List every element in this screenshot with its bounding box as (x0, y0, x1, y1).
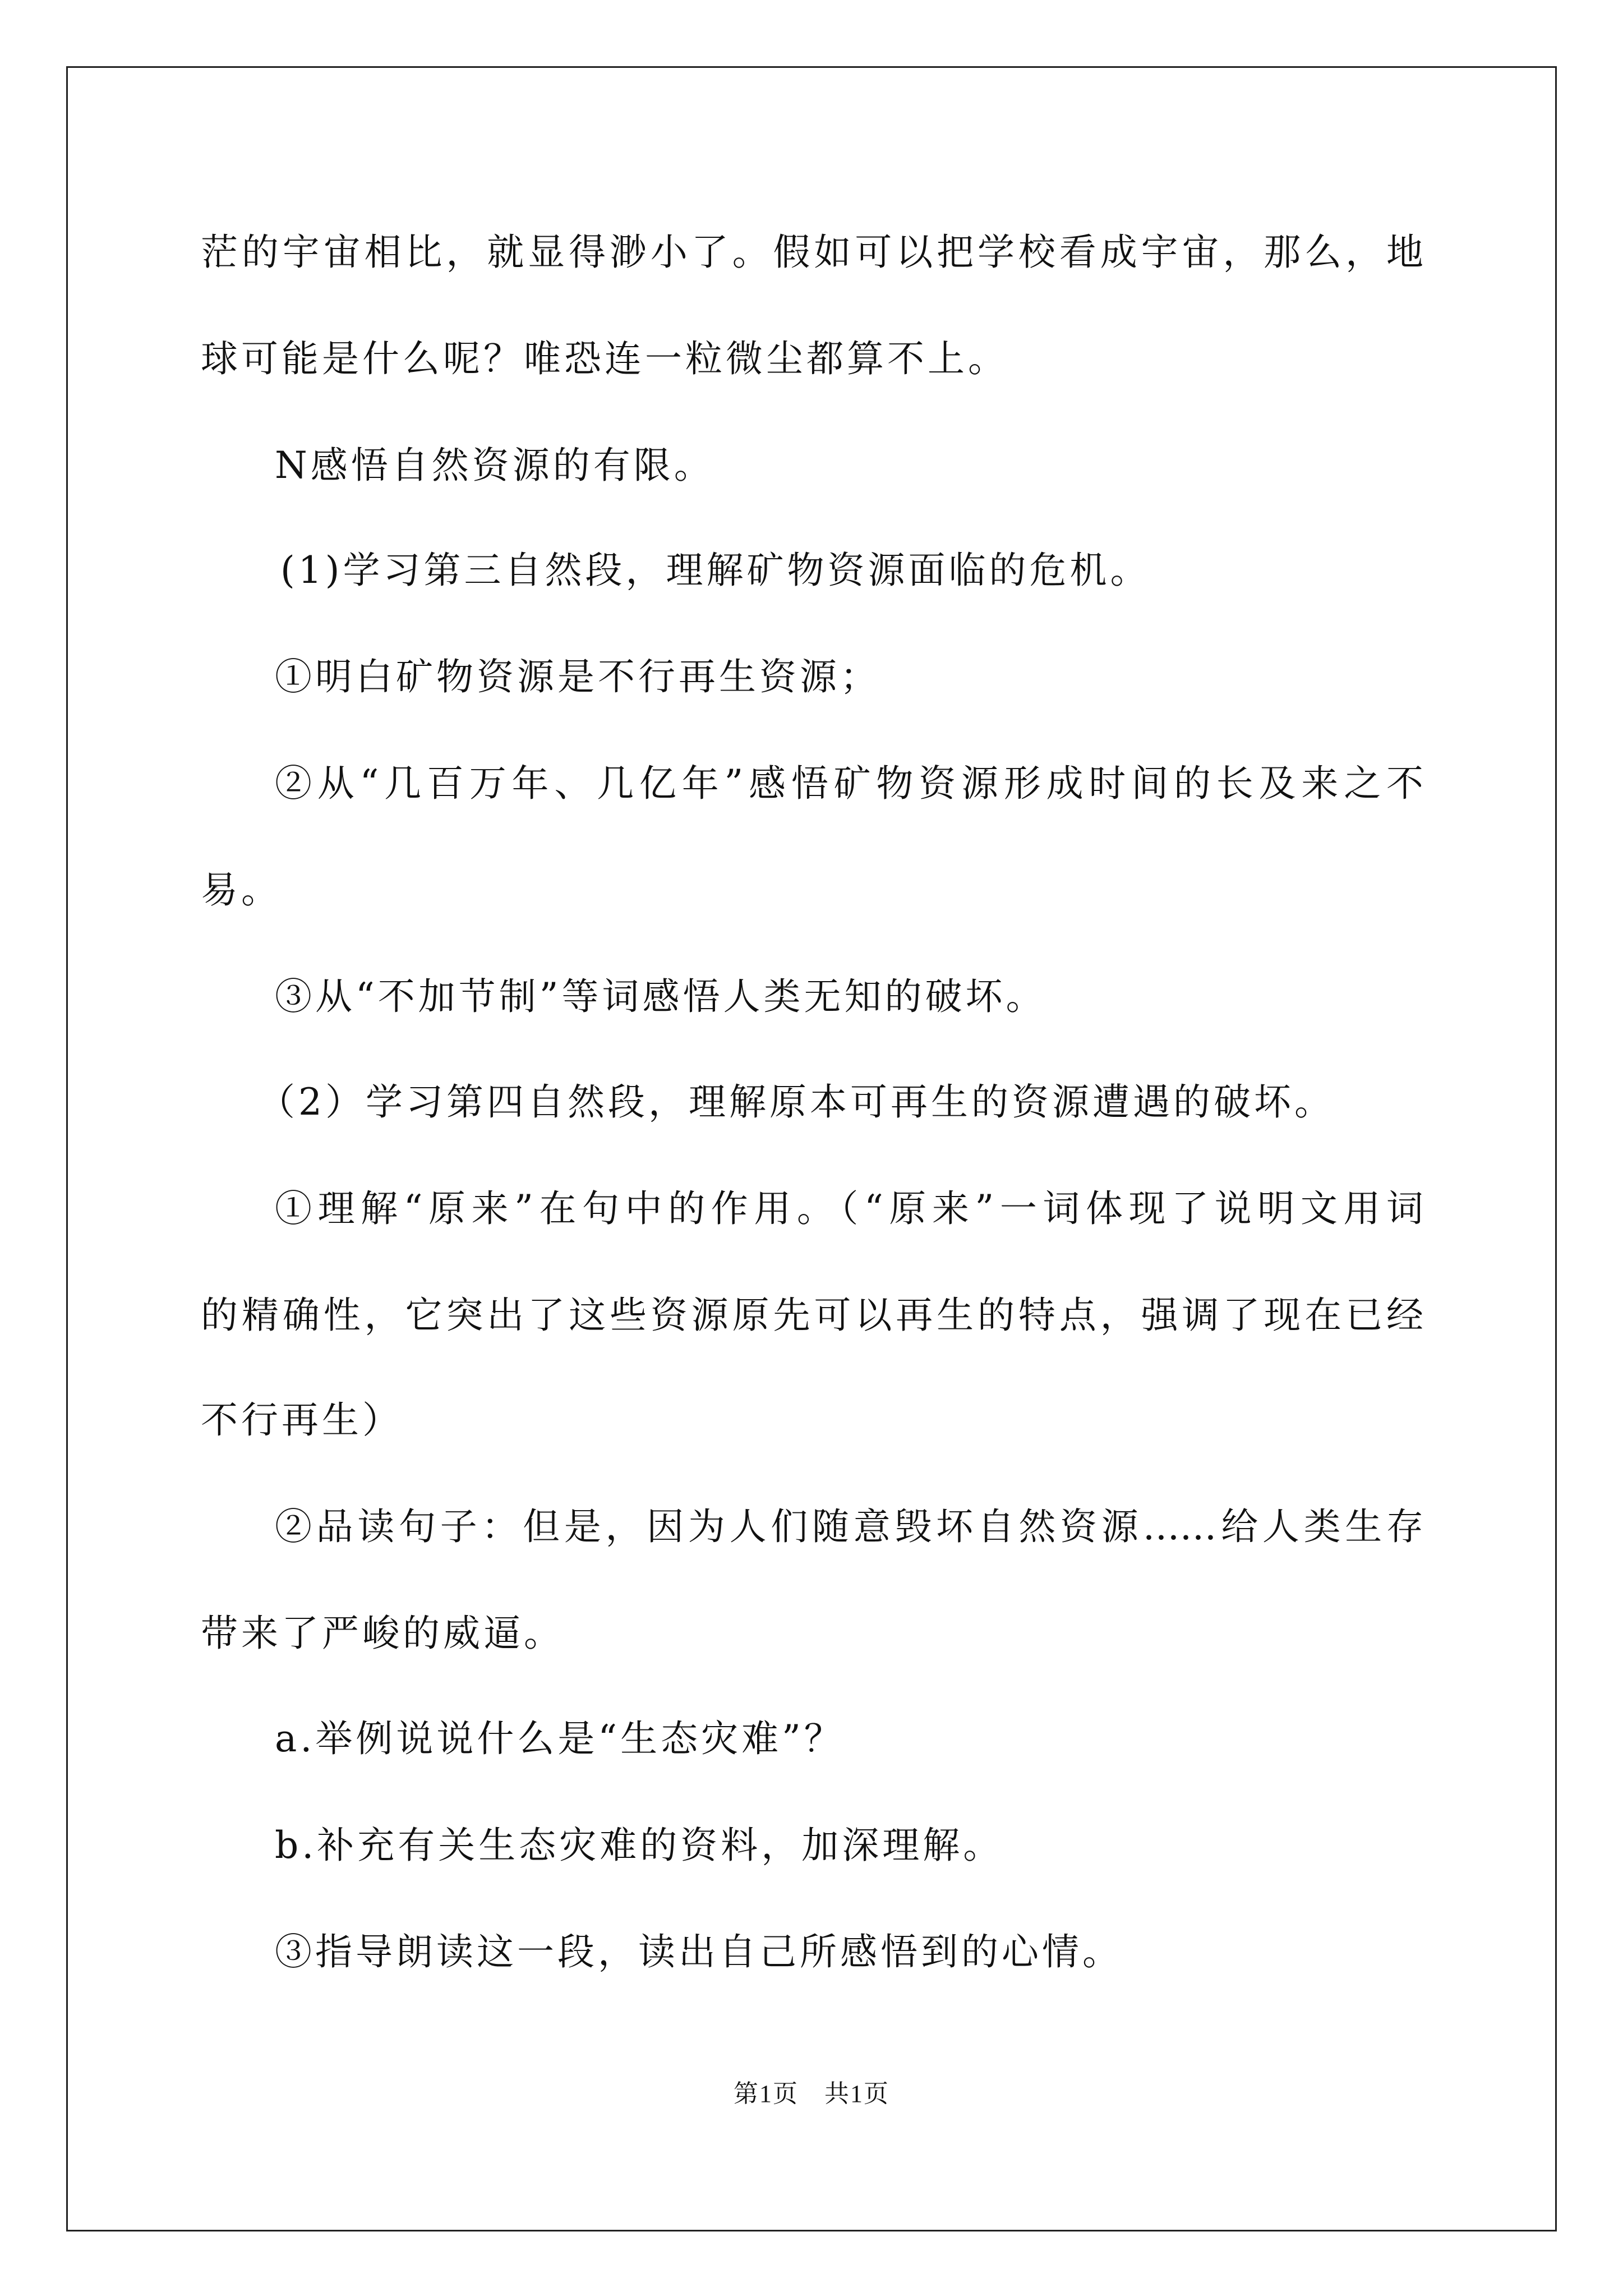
text-line: N感悟自然资源的有限。 (275, 444, 714, 487)
text-line: ③指导朗读这一段，读出自己所感悟到的心情。 (275, 1930, 1123, 1973)
text-line: ②从“几百万年、几亿年”感悟矿物资源形成时间的长及来之不 (275, 762, 1423, 805)
text-line: （2）学习第四自然段，理解原本可再生的资源遭遇的破坏。 (258, 1080, 1335, 1124)
text-line: ①理解“原来”在句中的作用。（“原来”一词体现了说明文用词 (275, 1187, 1423, 1230)
text-line: 带来了严峻的威逼。 (201, 1612, 564, 1655)
text-line: b.补充有关生态灾难的资料，加深理解。 (275, 1824, 1004, 1867)
text-line: 的精确性，它突出了这些资源原先可以再生的特点，强调了现在已经 (201, 1294, 1423, 1337)
page-number-footer: 第1页 共1页 (734, 2080, 889, 2108)
text-line: ①明白矿物资源是不行再生资源； (275, 655, 880, 698)
text-line: (1)学习第三自然段，理解矿物资源面临的危机。 (280, 549, 1151, 592)
text-line: 不行再生） (201, 1398, 403, 1442)
text-line: ③从“不加节制”等词感悟人类无知的破坏。 (275, 975, 1046, 1018)
text-line: a.举例说说什么是“生态灾难”？ (275, 1717, 845, 1760)
page-border (66, 66, 1557, 2231)
text-line: 茫的宇宙相比，就显得渺小了。假如可以把学校看成宇宙，那么，地 (201, 231, 1423, 274)
text-line: ②品读句子：但是，因为人们随意毁坏自然资源……给人类生存 (275, 1505, 1423, 1548)
text-line: 易。 (201, 868, 282, 912)
text-line: 球可能是什么呢？唯恐连一粒微尘都算不上。 (201, 337, 1008, 380)
